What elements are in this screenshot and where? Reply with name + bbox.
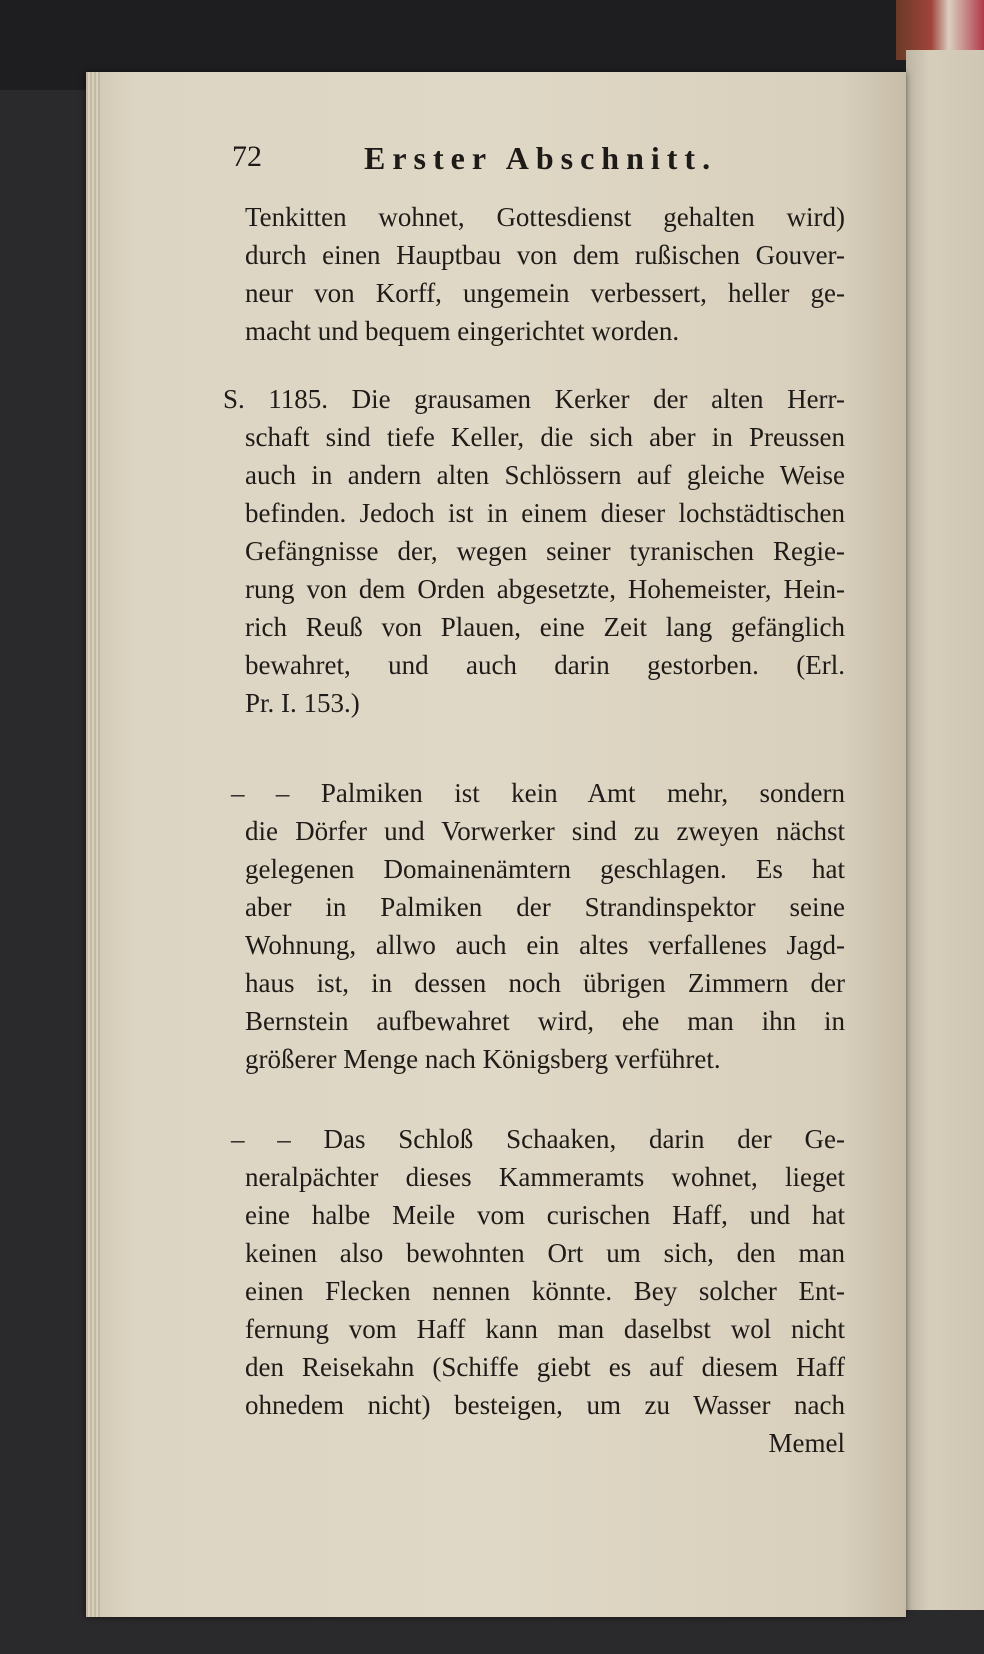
text-line: Wohnung, allwo auch ein altes verfallenes Jagd-: [245, 930, 845, 960]
text-line: durch einen Hauptbau von dem rußischen Gouver-: [245, 240, 845, 270]
text-line: – – Palmiken ist kein Amt mehr, sondern: [231, 778, 845, 808]
text-line: neur von Korff, ungemein verbessert, heller ge-: [245, 278, 845, 308]
paragraph-schaaken: [231, 1120, 845, 1462]
page-header: [232, 140, 792, 180]
text-line: Bernstein aufbewahret wird, ehe man ihn in: [245, 1006, 845, 1036]
text-line: haus ist, in dessen noch übrigen Zimmern der: [245, 968, 845, 998]
running-title: Erster Abschnitt.: [364, 140, 718, 176]
text-line: rich Reuß von Plauen, eine Zeit lang gefänglich: [245, 612, 845, 642]
text-line: ohnedem nicht) besteigen, um zu Wasser nach: [245, 1390, 845, 1420]
text-line: die Dörfer und Vorwerker sind zu zweyen nächst: [245, 816, 845, 846]
paragraph-continuation: [245, 198, 845, 350]
text-line: macht und bequem eingerichtet worden.: [245, 316, 680, 346]
text-line: gelegenen Domainenämtern geschlagen. Es hat: [245, 854, 845, 884]
text-line: keinen also bewohnten Ort um sich, den man: [245, 1238, 845, 1268]
text-line: neralpächter dieses Kammeramts wohnet, lieget: [245, 1162, 845, 1192]
text-line: Pr. I. 153.): [245, 688, 360, 718]
text-line: fernung vom Haff kann man daselbst wol nicht: [245, 1314, 845, 1344]
text-line: Gefängnisse der, wegen seiner tyranischen Regie-: [245, 536, 845, 566]
text-line: einen Flecken nennen könnte. Bey solcher Ent-: [245, 1276, 845, 1306]
text-line: aber in Palmiken der Strandinspektor seine: [245, 892, 845, 922]
text-line: S. 1185. Die grausamen Kerker der alten Herr-: [223, 384, 845, 414]
paragraph-1185: [223, 380, 845, 722]
text-line: schaft sind tiefe Keller, die sich aber in Preussen: [245, 422, 845, 452]
page-stack-edge: [86, 72, 100, 1617]
text-line: den Reisekahn (Schiffe giebt es auf diesem Haff: [245, 1352, 845, 1382]
text-line: rung von dem Orden abgesetzte, Hohemeister, Hein-: [245, 574, 845, 604]
text-line: bewahret, und auch darin gestorben. (Erl.: [245, 650, 845, 680]
text-line: befinden. Jedoch ist in einem dieser lochstädtischen: [245, 498, 845, 528]
page-number: 72: [232, 140, 262, 173]
facing-page-edge: [906, 50, 984, 1610]
catchword: Memel: [768, 1428, 845, 1458]
text-line: eine halbe Meile vom curischen Haff, und hat: [245, 1200, 845, 1230]
text-line: – – Das Schloß Schaaken, darin der Ge-: [231, 1124, 845, 1154]
text-line: Tenkitten wohnet, Gottesdienst gehalten wird): [245, 202, 845, 232]
text-line: größerer Menge nach Königsberg verführet.: [245, 1044, 721, 1074]
paragraph-palmiken: [231, 774, 845, 1078]
text-line: auch in andern alten Schlössern auf gleiche Weise: [245, 460, 845, 490]
